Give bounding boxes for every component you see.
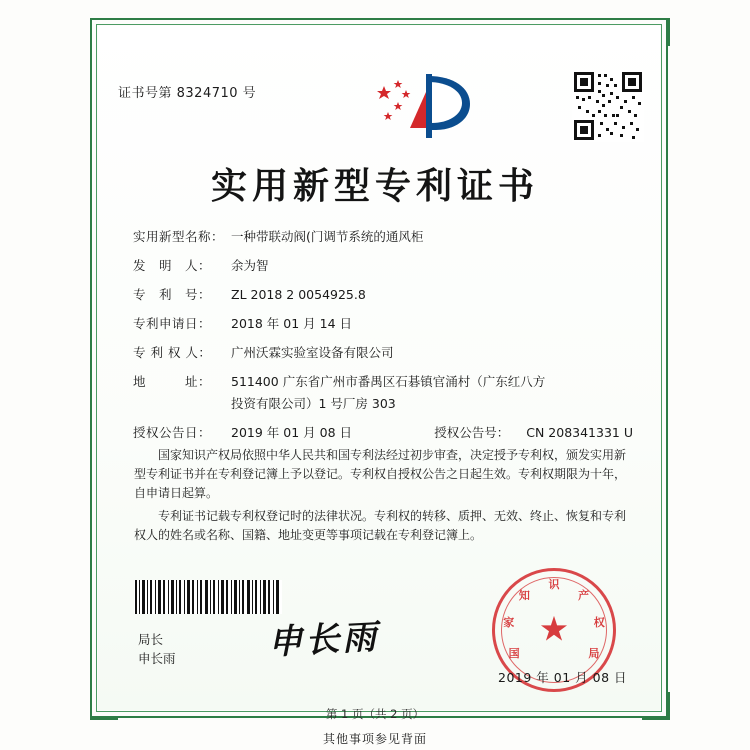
cnipa-emblem-icon xyxy=(370,72,480,140)
page-number: 第 1 页（共 2 页） xyxy=(325,707,425,721)
field-value: 511400 广东省广州市番禺区石碁镇官涌村（广东红八方 xyxy=(231,374,546,389)
field-row xyxy=(133,315,633,333)
seal-char: 局 xyxy=(588,647,600,660)
footer-note: 其他事项参见背面 xyxy=(322,732,427,746)
grant-date-label: 授权公告日： xyxy=(133,425,212,440)
seal-char: 知 xyxy=(518,588,530,602)
field-row xyxy=(133,373,633,391)
seal-char: 识 xyxy=(548,578,560,591)
barcode-icon xyxy=(134,580,282,614)
field-label: 专利申请日： xyxy=(133,316,212,331)
body-paragraph: 专利证书记载专利权登记时的法律状况。专利权的转移、质押、无效、终止、恢复和专利权人的姓名或名称、国籍、地址变更等事项记载在专利登记簿上。 xyxy=(134,509,627,542)
handwritten-signature: 申长雨 xyxy=(267,617,381,663)
field-value: 余为智 xyxy=(231,258,269,273)
frame-corner-top-right xyxy=(642,18,670,46)
frame-corner-top-left xyxy=(90,18,118,46)
director-block xyxy=(138,630,176,668)
field-row xyxy=(133,257,633,275)
field-label: 实用新型名称： xyxy=(133,229,225,244)
seal-star-icon: ★ xyxy=(538,609,570,650)
issue-date: 2019 年 01 月 08 日 xyxy=(498,670,627,685)
field-row xyxy=(133,344,633,362)
field-value: 2018 年 01 月 14 日 xyxy=(231,316,352,331)
certificate-number: 证书号第 8324710 号 xyxy=(118,86,257,101)
field-value: ZL 2018 2 0054925.8 xyxy=(231,287,366,302)
field-row xyxy=(133,286,633,304)
body-paragraph: 国家知识产权局依照中华人民共和国专利法经过初步审查，决定授予专利权，颁发实用新型专利证书并在专利登记簿上予以登记。专利权自授权公告之日起生效。专利权期限为十年，自申请日起算。 xyxy=(134,448,627,500)
seal-char: 产 xyxy=(578,588,590,602)
page-title: 实用新型专利证书 xyxy=(210,165,539,207)
seal-char: 国 xyxy=(508,647,520,660)
director-label: 局长 xyxy=(138,632,164,647)
seal-char: 权 xyxy=(593,616,605,630)
field-label: 发 明 人： xyxy=(133,258,212,273)
grant-row xyxy=(133,424,633,442)
field-value: 一种带联动阀(门调节系统的通风柜 xyxy=(231,229,424,244)
address-continuation: 投资有限公司）1 号厂房 303 xyxy=(231,396,396,411)
grant-date-value: 2019 年 01 月 08 日 xyxy=(231,425,352,440)
field-list xyxy=(133,228,633,453)
field-label: 地 址： xyxy=(133,374,212,389)
qr-code-icon xyxy=(572,70,644,142)
field-label: 专 利 权 人： xyxy=(133,345,212,360)
legal-body-text xyxy=(134,446,626,549)
field-value: 广州沃霖实验室设备有限公司 xyxy=(231,345,394,360)
grant-number-label: 授权公告号： xyxy=(434,425,510,440)
field-label: 专 利 号： xyxy=(133,287,212,302)
seal-char: 家 xyxy=(503,616,515,630)
grant-number-value: CN 208341331 U xyxy=(526,425,633,440)
field-row xyxy=(133,228,633,246)
director-name: 申长雨 xyxy=(138,651,176,666)
